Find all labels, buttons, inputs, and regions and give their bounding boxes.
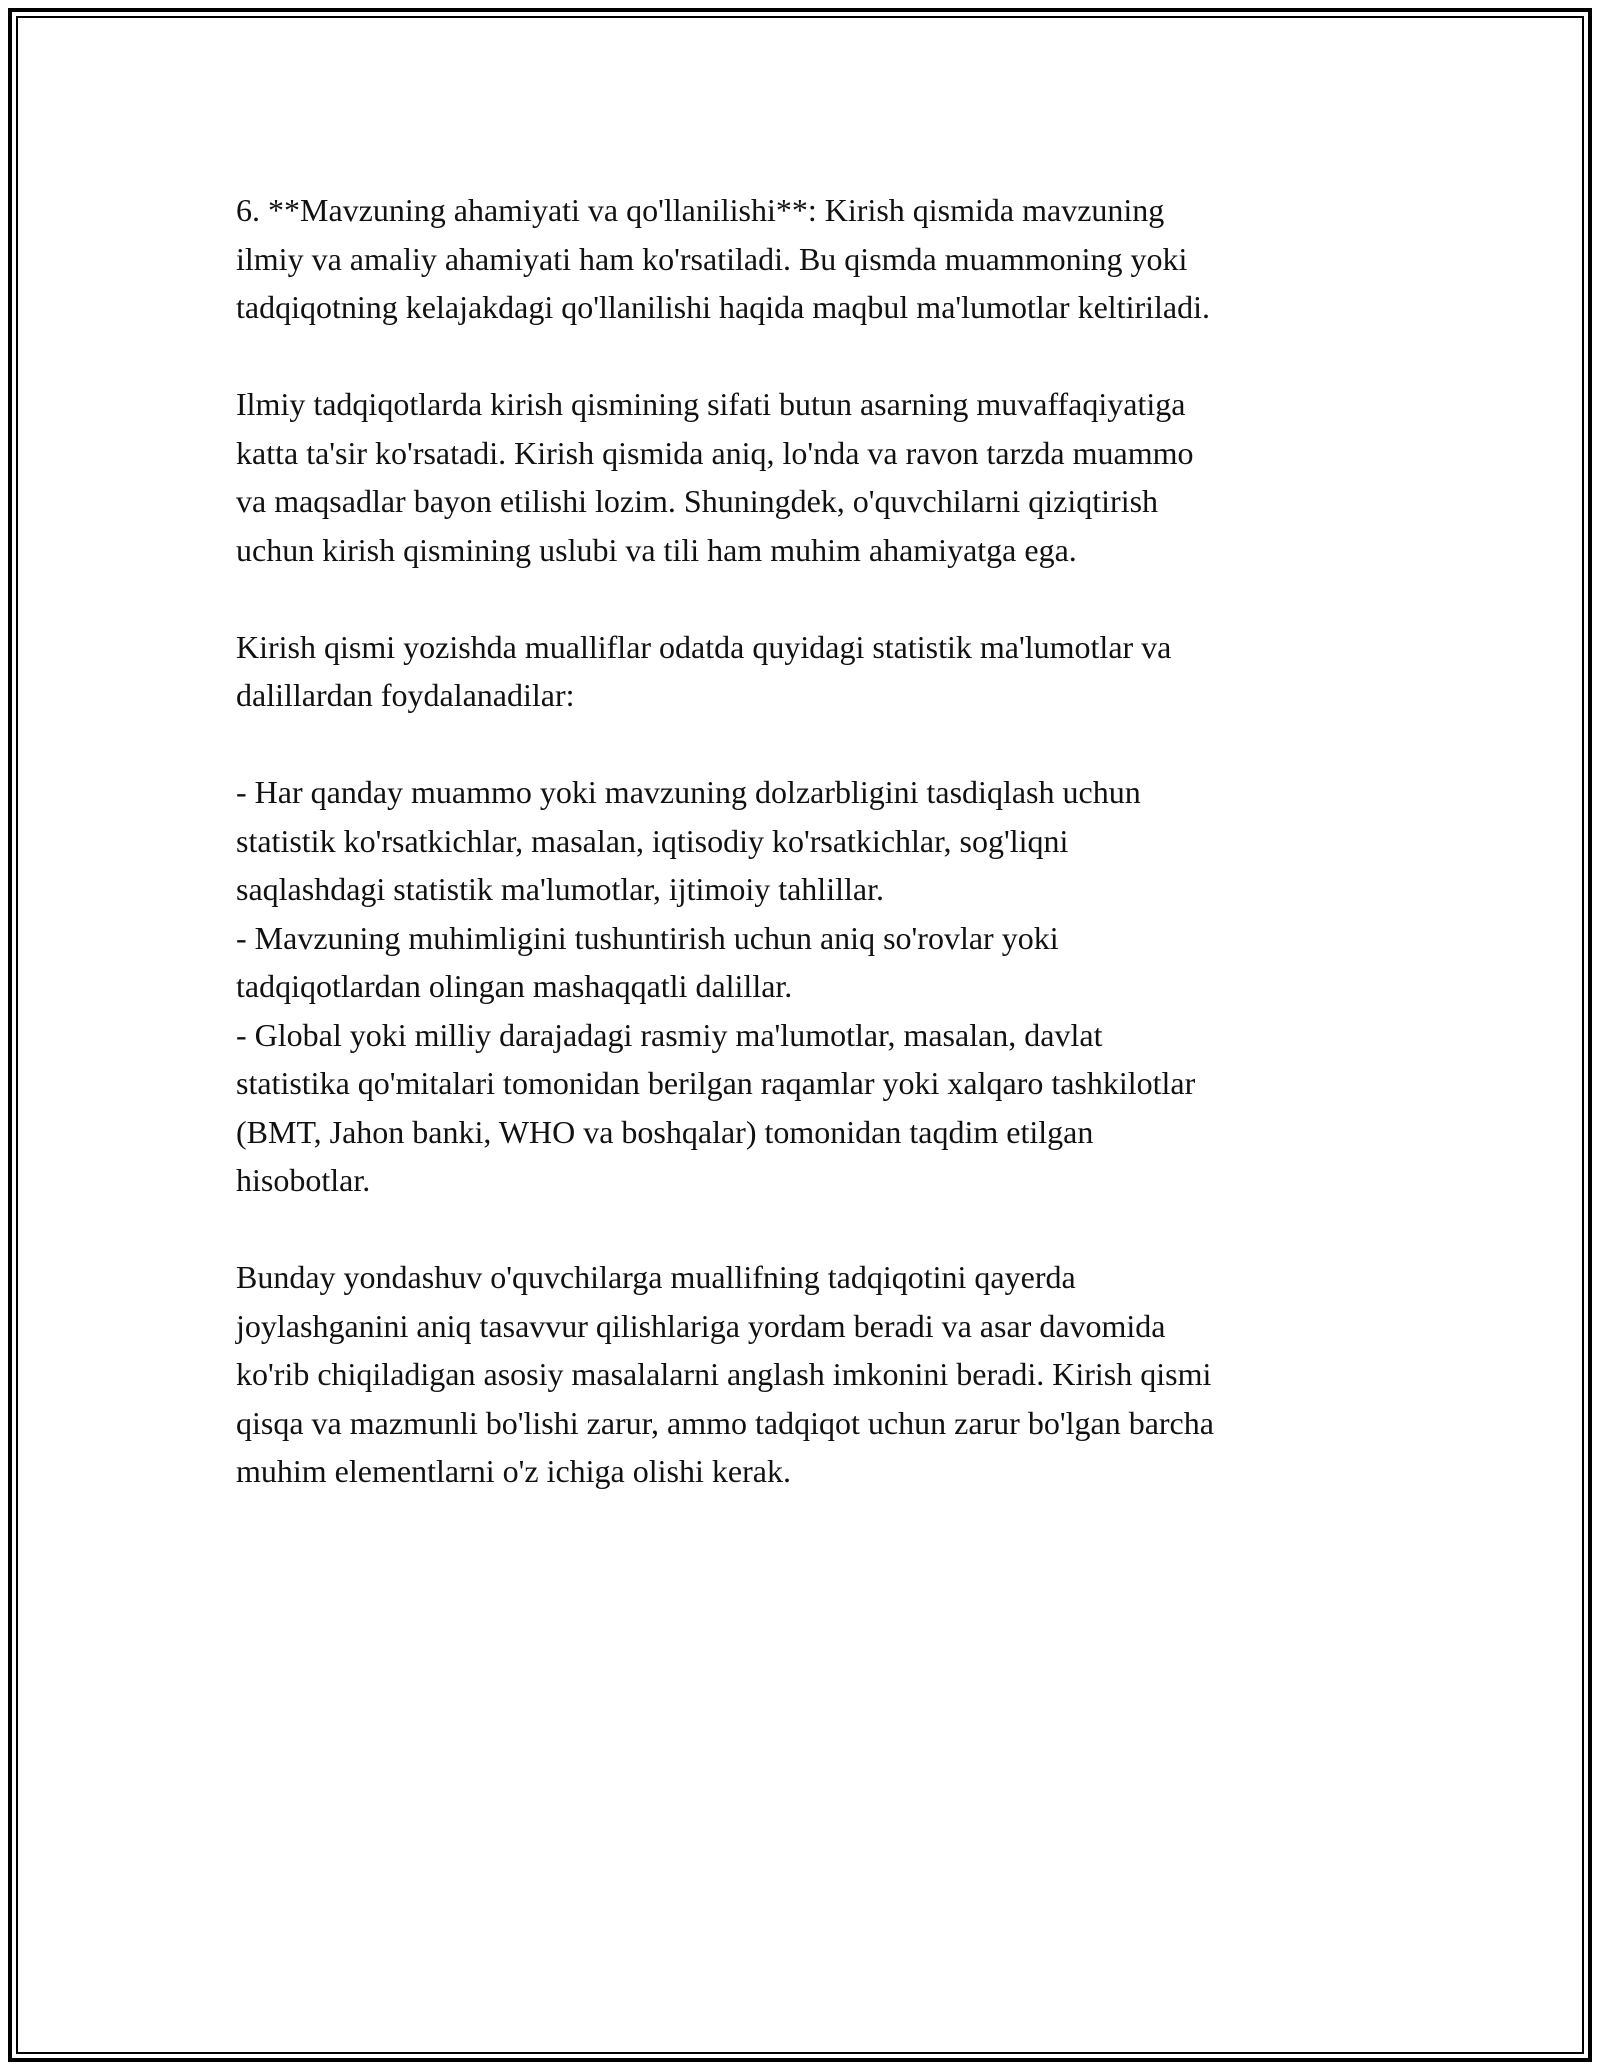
paragraph-conclusion: Bunday yondashuv o'quvchilarga muallifning tadqiqotini qayerda joylashganini aniq tasavvur qilishlariga yordam beradi va asar davomida ko'rib chiqiladigan asosiy masalalarni anglash imkonini beradi. Kirish qismi qisqa va mazmunli bo'lishi zarur, ammo tadqiqot uchun zarur bo'lgan barcha muhim elementlarni o'z ichiga olishi kerak.: [236, 1259, 1214, 1489]
paragraph-quality: Ilmiy tadqiqotlarda kirish qismining sifati butun asarning muvaffaqiyatiga katta ta'sir ko'rsatadi. Kirish qismida aniq, lo'nda va ravon tarzda muammo va maqsadlar bayon etilishi lozim. Shuningdek, o'quvchilarni qiziqtirish uchun kirish qismining uslubi va tili ham muhim ahamiyatga ega.: [236, 386, 1194, 568]
paragraph-statistics-list: - Har qanday muammo yoki mavzuning dolzarbligini tasdiqlash uchun statistik ko'rsatkichlar, masalan, iqtisodiy ko'rsatkichlar, sog'liqni saqlashdagi statistik ma'lumotlar, ijtimoiy tahlillar. - Mavzuning muhimligini tushuntirish uchun aniq so'rovlar yoki tadqiqotlardan olingan mashaqqatli dalillar. - Global yoki milliy darajadagi rasmiy ma'lumotlar, masalan, davlat statistika qo'mitalari tomonidan berilgan raqamlar yoki xalqaro tashkilotlar (BMT, Jahon banki, WHO va boshqalar) tomonidan taqdim etilgan hisobotlar.: [236, 774, 1196, 1198]
paragraph-statistics-intro: Kirish qismi yozishda mualliflar odatda quyidagi statistik ma'lumotlar va dalillardan foydalanadilar:: [236, 628, 1172, 713]
document-body: [236, 186, 1366, 1496]
paragraph-significance: 6. **Mavzuning ahamiyati va qo'llanilishi**: Kirish qismida mavzuning ilmiy va amaliy ahamiyati ham ko'rsatiladi. Bu qismda muammoning yoki tadqiqotning kelajakdagi qo'llanilishi haqida maqbul ma'lumotlar keltiriladi.: [236, 192, 1210, 325]
